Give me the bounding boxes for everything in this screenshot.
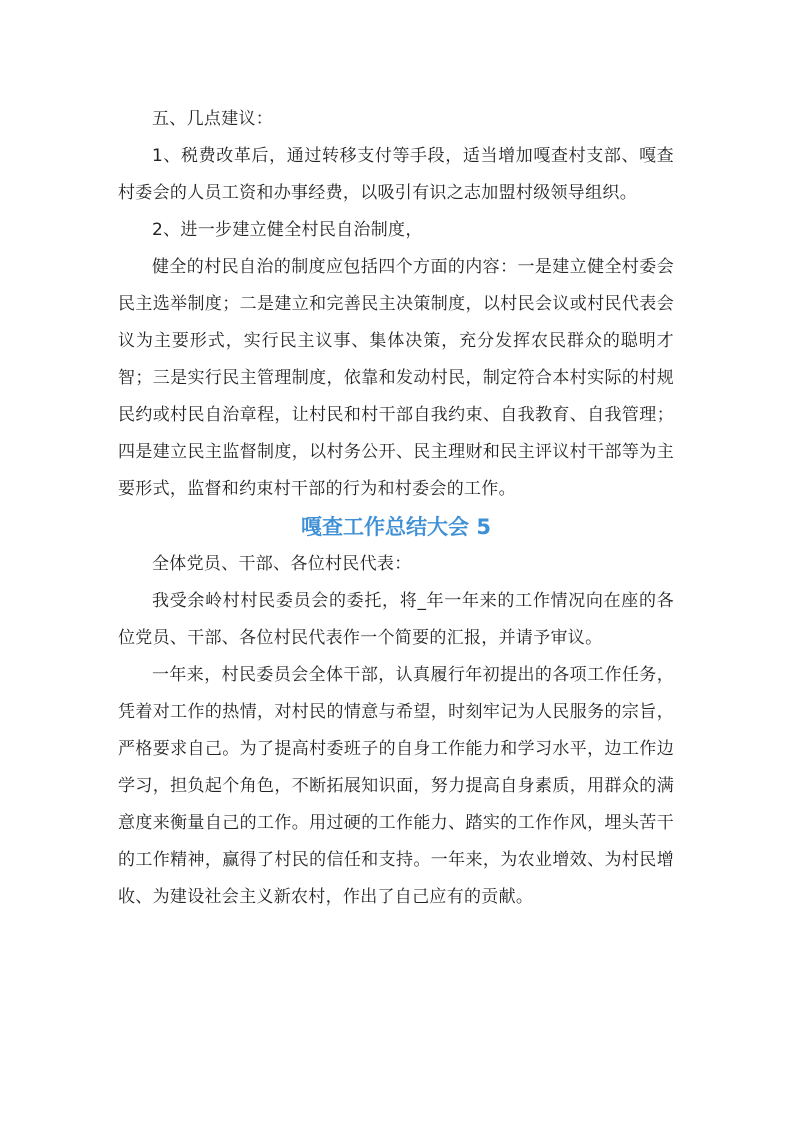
suggestion-item-2-detail: 健全的村民自治的制度应包括四个方面的内容：一是建立健全村委会民主选举制度；二是建立和完善民主决策制度，以村民会议或村民代表会议为主要形式，实行民主议事、集体决策，充分发挥农民群众的聪明才智；三是实行民主管理制度，依靠和发动村民，制定符合本村实际的村规民约或村民自治章程，让村民和村干部自我约束、自我教育、自我管理；四是建立民主监督制度，以村务公开、民主理财和民主评议村干部等为主要形式，监督和约束村干部的行为和村委会的工作。 [118,257,674,499]
document-content [118,101,674,916]
intro-paragraph: 我受余岭村村民委员会的委托，将_年一年来的工作情况向在座的各位党员、干部、各位村民代表作一个简要的汇报，并请予审议。 [118,591,674,648]
section-title: 嘎查工作总结大会 5 [301,515,491,539]
salutation: 全体党员、干部、各位村民代表： [152,554,412,574]
section-heading-suggestions: 五、几点建议： [152,109,274,129]
body-paragraph: 一年来，村民委员会全体干部，认真履行年初提出的各项工作任务，凭着对工作的热情，对村民的情意与希望，时刻牢记为人民服务的宗旨，严格要求自己。为了提高村委班子的自身工作能力和学习水平，边工作边学习，担负起个角色，不断拓展知识面，努力提高自身素质，用群众的满意度来衡量自己的工作。用过硬的工作能力、踏实的工作作风，埋头苦干的工作精神，赢得了村民的信任和支持。一年来，为农业增效、为村民增收、为建设社会主义新农村，作出了自己应有的贡献。 [118,665,674,907]
suggestion-item-1: 1、税费改革后，通过转移支付等手段，适当增加嘎查村支部、嘎查村委会的人员工资和办事经费，以吸引有识之志加盟村级领导组织。 [118,146,674,203]
suggestion-item-2: 2、进一步建立健全村民自治制度， [152,220,423,240]
